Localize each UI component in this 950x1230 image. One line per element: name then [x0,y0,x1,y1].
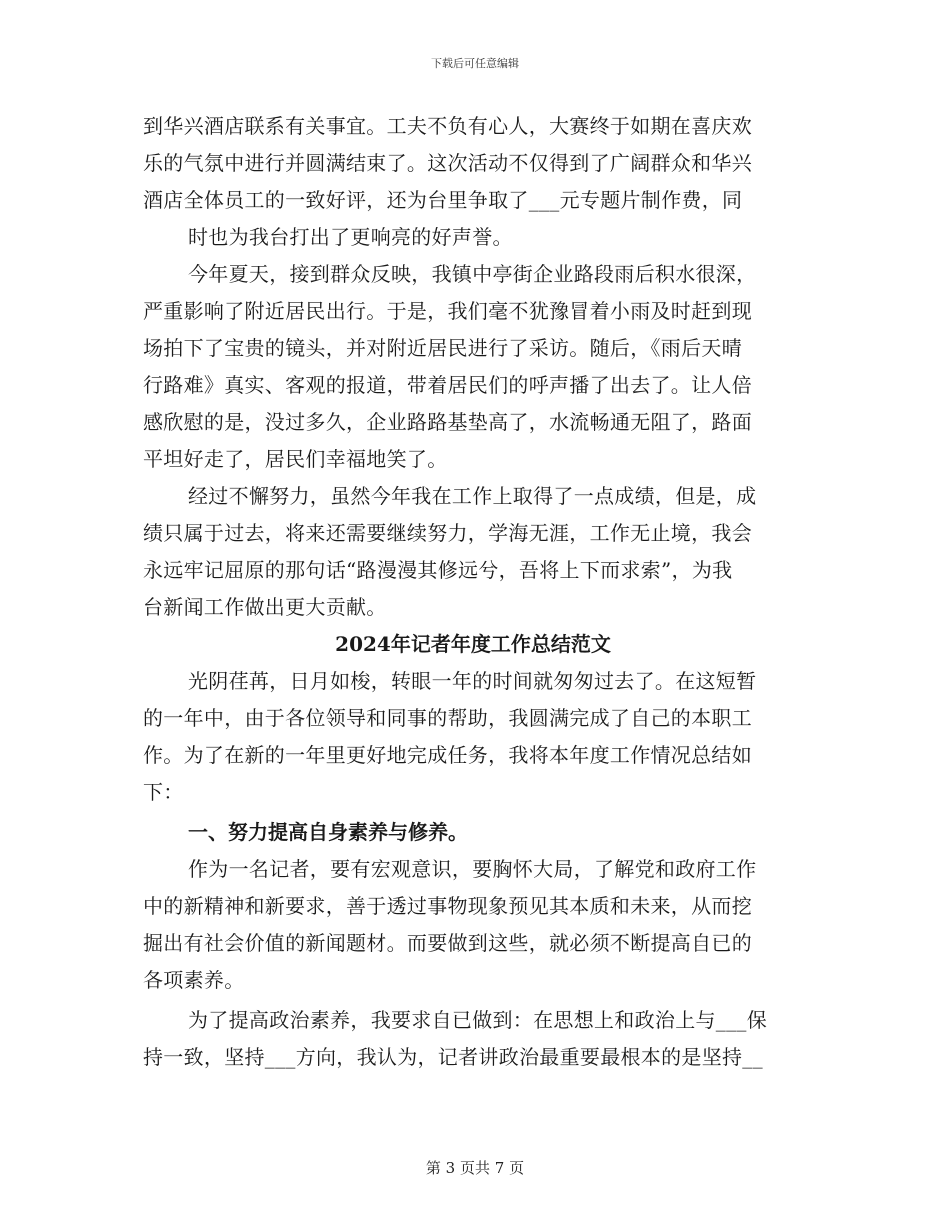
text-line: 绩只属于过去，将来还需要继续努力，学海无涯，工作无止境，我会 [143,521,752,545]
text-line: 感欣慰的是，没过多久，企业路路基垫高了，水流畅通无阻了，路面 [143,410,752,434]
page-footer: 第 3 页共 7 页 [425,1159,525,1177]
text-line: 永远牢记屈原的那句话“路漫漫其修远兮，吾将上下而求索”，为我 [143,558,733,582]
text-line: 严重影响了附近居民出行。于是，我们毫不犹豫冒着小雨及时赶到现 [143,299,752,323]
section-heading: 一、努力提高自身素养与修养。 [188,820,468,844]
text-line: 为了提高政治素养，我要求自已做到：在思想上和政治上与___保 [188,1008,767,1032]
text-line: 中的新精神和新要求，善于透过事物现象预见其本质和未来，从而挖 [143,894,752,918]
text-line: 台新闻工作做出更大贡献。 [143,595,387,619]
text-line: 作。为了在新的一年里更好地完成任务，我将本年度工作情况总结如 [143,743,752,767]
text-line: 行路难》真实、客观的报道，带着居民们的呼声播了出去了。让人倍 [143,373,752,397]
text-line: 的一年中，由于各位领导和同事的帮助，我圆满完成了自己的本职工 [143,706,752,730]
text-line: 今年夏天，接到群众反映，我镇中亭街企业路段雨后积水很深， [188,262,757,286]
page-header: 下载后可任意编辑 [431,57,519,70]
text-line: 持一致，坚持___方向，我认为，记者讲政治最重要最根本的是坚持__ [143,1045,763,1069]
text-line: 时也为我台打出了更响亮的好声誉。 [188,225,513,249]
text-line: 光阴荏苒，日月如梭，转眼一年的时间就匆匆过去了。在这短暂 [188,669,757,693]
text-line: 乐的气氛中进行并圆满结束了。这次活动不仅得到了广阔群众和华兴 [143,151,752,175]
text-line: 到华兴酒店联系有关事宜。工夫不负有心人，大赛终于如期在喜庆欢 [143,114,752,138]
document-body [143,108,803,1076]
text-line: 酒店全体员工的一致好评，还为台里争取了___元专题片制作费，同 [143,188,743,212]
text-line: 作为一名记者，要有宏观意识，要胸怀大局，了解党和政府工作 [188,857,757,881]
document-title: 2024年记者年度工作总结范文 [335,632,611,656]
text-line: 经过不懈努力，虽然今年我在工作上取得了一点成绩，但是，成 [188,484,757,508]
text-line: 掘出有社会价值的新闻题材。而要做到这些，就必须不断提高自已的 [143,931,752,955]
text-line: 平坦好走了，居民们幸福地笑了。 [143,447,448,471]
text-line: 场拍下了宝贵的镜头，并对附近居民进行了采访。随后，《雨后天晴 [143,336,742,360]
text-line: 各项素养。 [143,968,245,992]
text-line: 下： [143,780,184,804]
